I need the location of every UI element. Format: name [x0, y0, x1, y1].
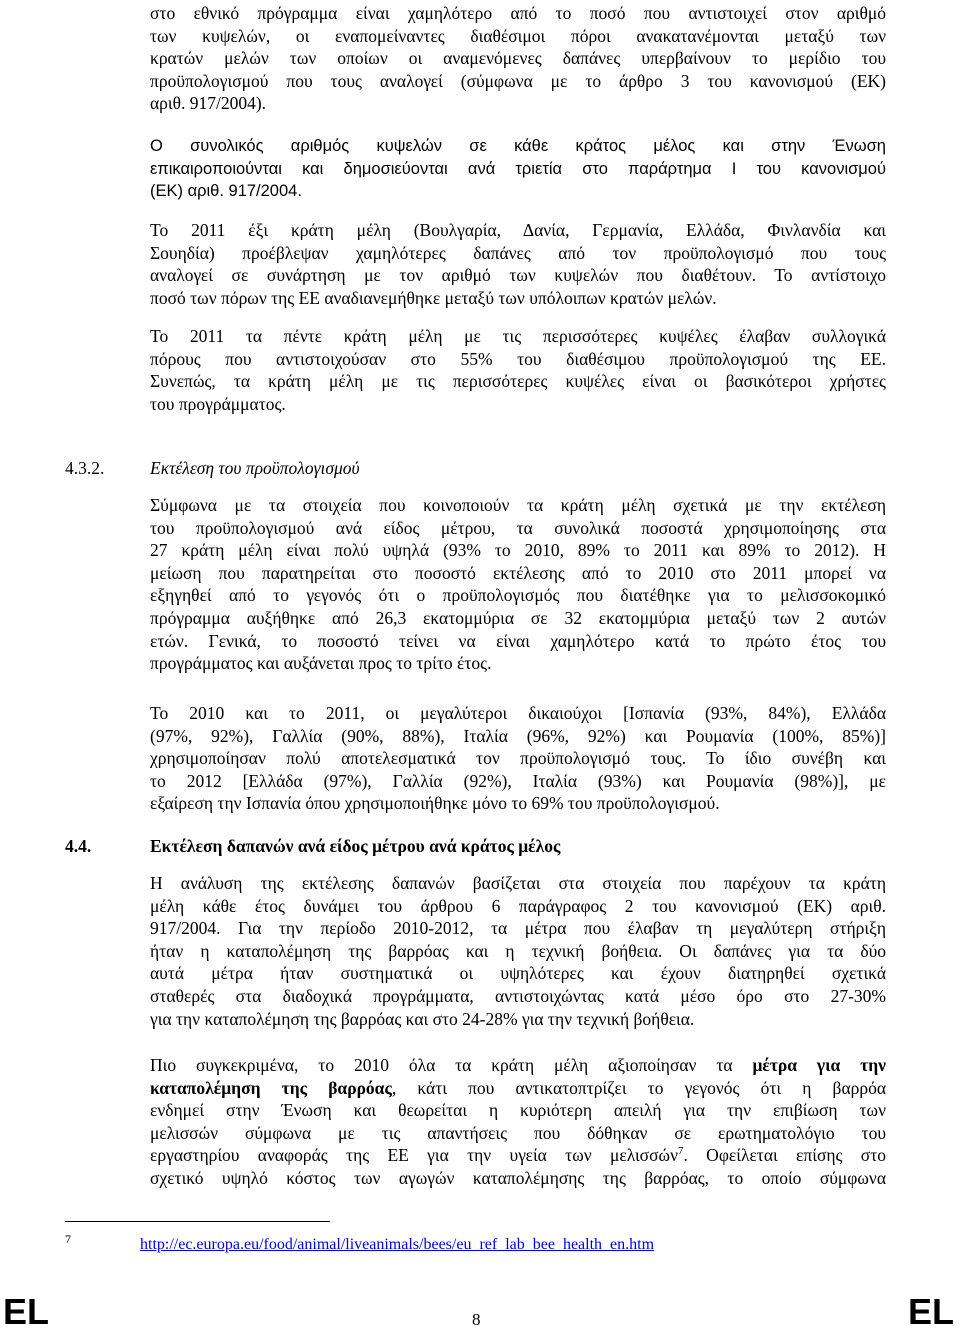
- paragraph-line: πρόγραμμα αυξήθηκε από 26,3 εκατομμύρια σε 32 εκατομμύρια μεταξύ των 2 αυτών: [150, 607, 886, 628]
- paragraph-line: [150, 1077, 886, 1100]
- paragraph-line: Σύμφωνα με τα στοιχεία που κοινοποιούν τα κράτη μέλη σχετικά με την εκτέλεση: [150, 495, 886, 515]
- bold-text: καταπολέμηση της βαρρόας: [150, 1077, 392, 1098]
- paragraph-line: εξηγηθεί από το γεγονός ότι ο προϋπολογισμός που διατέθηκε για το μελισσοκομικό: [150, 585, 886, 606]
- text-run: εργαστηρίου αναφοράς της ΕΕ για την υγεία των μελισσών: [150, 1145, 678, 1166]
- paragraph-line: το 2012 [Ελλάδα (97%), Γαλλία (92%), Ιταλία (93%) και Ρουμανία (98%)], με: [150, 770, 886, 791]
- paragraph-line: επικαιροποιούνται και δημοσιεύονται ανά τριετία στο παράρτημα Ι του κανονισμού: [150, 159, 886, 178]
- paragraph-line: 27 κράτη μέλη είναι πολύ υψηλά (93% το 2010, 89% το 2011 και 89% το 2012). Η: [150, 540, 886, 561]
- paragraph-line: εξαίρεση την Ισπανία όπου χρησιμοποιήθηκε μόνο το 69% του προϋπολογισμού.: [150, 793, 720, 814]
- footer-language-left: EL: [3, 1291, 50, 1332]
- paragraph-1: [150, 2, 886, 115]
- paragraph-line: στο εθνικό πρόγραμμα είναι χαμηλότερο από το ποσό που αντιστοιχεί στον αριθμό: [150, 3, 886, 23]
- paragraph-5: [150, 494, 886, 675]
- paragraph-line: προϋπολογισμού που τους αναλογεί (σύμφωνα με το άρθρο 3 του κανονισμού (ΕΚ): [150, 70, 886, 91]
- paragraph-line: μέλη κάθε έτος δυνάμει του άρθρου 6 παράγραφος 2 του κανονισμού (ΕΚ) αριθ.: [150, 895, 886, 916]
- paragraph-line: 917/2004. Για την περίοδο 2010-2012, τα μέτρα που έλαβαν τη μεγαλύτερη στήριξη: [150, 918, 886, 939]
- paragraph-line: αναλογεί σε συνάρτηση με τον αριθμό των κυψελών που διαθέτουν. Το αντίστοιχο: [150, 265, 886, 286]
- paragraph-line: ήταν η καταπολέμηση της βαρρόας και η τεχνική βοήθεια. Οι δαπάνες για τα δύο: [150, 940, 886, 961]
- paragraph-line: (ΕΚ) αριθ. 917/2004.: [150, 182, 302, 201]
- paragraph-3: [150, 219, 886, 309]
- bold-text: μέτρα για την: [752, 1055, 886, 1075]
- paragraph-line: ποσό των πόρων της ΕΕ αναδιανεμήθηκε μεταξύ των υπόλοιπων κρατών μελών.: [150, 287, 717, 308]
- section-heading: Εκτέλεση του προϋπολογισμού: [150, 458, 360, 478]
- paragraph-line: μελισσών σύμφωνα με τις απαντήσεις που δόθηκαν σε ερωτηματολόγιο του: [150, 1122, 886, 1143]
- footnote-number: 7: [65, 1232, 71, 1246]
- paragraph-line: κρατών μελών των οποίων οι αναμενόμενες δαπάνες υπερβαίνουν το μερίδιο του: [150, 48, 886, 69]
- paragraph-7: [150, 872, 886, 1030]
- paragraph-line: [150, 1054, 886, 1077]
- footnote-separator: [65, 1221, 330, 1222]
- paragraph-line: (97%, 92%), Γαλλία (90%, 88%), Ιταλία (96%, 92%) και Ρουμανία (100%, 85%)]: [150, 725, 886, 746]
- page-number: 8: [472, 1310, 481, 1329]
- footnote-reference[interactable]: 7: [677, 1145, 684, 1158]
- section-number: 4.4.: [65, 836, 92, 856]
- paragraph-6: [150, 702, 886, 815]
- paragraph-line: μείωση που παρατηρείται στο ποσοστό εκτέλεσης από το 2010 στο 2011 μπορεί να: [150, 562, 886, 583]
- paragraph-line: Σουηδία) προέβλεψαν χαμηλότερες δαπάνες από τον προϋπολογισμό που τους: [150, 242, 886, 263]
- paragraph-line: του προϋπολογισμού ανά είδος μέτρου, τα συνολικά ποσοστά χρησιμοποίησης στα: [150, 517, 886, 538]
- paragraph-line: Το 2010 και το 2011, οι μεγαλύτεροι δικαιούχοι [Ισπανία (93%, 84%), Ελλάδα: [150, 703, 886, 723]
- paragraph-line: πόρους που αντιστοιχούσαν στο 55% του διαθέσιμου προϋπολογισμού της ΕΕ.: [150, 348, 886, 369]
- paragraph-line: χρησιμοποίησαν πολύ αποτελεσματικά τον προϋπολογισμό τους. Το ίδιο συνέβη και: [150, 748, 886, 769]
- section-number: 4.3.2.: [65, 458, 105, 478]
- paragraph-line: [150, 1144, 886, 1167]
- paragraph-line: σταθερές στα διαδοχικά προγράμματα, αντιστοιχώντας κατά μέσο όρο στο 27-30%: [150, 985, 886, 1006]
- footer-language-right: EL: [907, 1291, 954, 1332]
- paragraph-line: αριθ. 917/2004).: [150, 93, 267, 114]
- footnote-link[interactable]: http://ec.europa.eu/food/animal/liveanimals/bees/eu_ref_lab_bee_health_en.htm: [140, 1236, 655, 1253]
- section-heading: Εκτέλεση δαπανών ανά είδος μέτρου ανά κράτος μέλος: [150, 836, 561, 856]
- paragraph-4: [150, 325, 886, 415]
- paragraph-8: [150, 1054, 886, 1190]
- paragraph-line: Η ανάλυση της εκτέλεσης δαπανών βασίζεται στα στοιχεία που παρέχουν τα κράτη: [150, 873, 886, 893]
- paragraph-2: [150, 135, 886, 203]
- text-run: Πιο συγκεκριμένα, το 2010 όλα τα κράτη μέλη αξιοποίησαν τα: [150, 1055, 753, 1075]
- paragraph-line: Ο συνολικός αριθμός κυψελών σε κάθε κράτος μέλος και στην Ένωση: [150, 137, 886, 155]
- paragraph-line: προγράμματος και αυξάνεται προς το τρίτο έτος.: [150, 653, 492, 674]
- text-run: . Οφείλεται επίσης στο: [683, 1145, 886, 1166]
- text-run: , κάτι που αντικατοπτρίζει το γεγονός ότι η βαρρόα: [391, 1077, 886, 1098]
- paragraph-line: του προγράμματος.: [150, 393, 286, 414]
- paragraph-line: ενδημεί στην Ένωση και θεωρείται η κυριότερη απειλή για την επιβίωση των: [150, 1100, 886, 1121]
- paragraph-line: σχετικό υψηλό κόστος των αγωγών καταπολέμησης της βαρρόας, το οποίο σύμφωνα: [150, 1167, 886, 1188]
- paragraph-line: Το 2011 τα πέντε κράτη μέλη με τις περισσότερες κυψέλες έλαβαν συλλογικά: [150, 326, 886, 346]
- paragraph-line: Συνεπώς, τα κράτη μέλη με τις περισσότερες κυψέλες είναι οι βασικότεροι χρήστες: [150, 371, 886, 392]
- paragraph-line: αυτά μέτρα ήταν συστηματικά οι υψηλότερες και έχουν διατηρηθεί σχετικά: [150, 963, 886, 984]
- paragraph-line: ετών. Γενικά, το ποσοστό τείνει να είναι χαμηλότερο κατά το πρώτο έτος του: [150, 630, 886, 651]
- paragraph-line: για την καταπολέμηση της βαρρόας και στο 24-28% για την τεχνική βοήθεια.: [150, 1008, 695, 1029]
- paragraph-line: Το 2011 έξι κράτη μέλη (Βουλγαρία, Δανία, Γερμανία, Ελλάδα, Φινλανδία και: [150, 220, 886, 240]
- paragraph-line: των κυψελών, οι εναπομείναντες διαθέσιμοι πόροι ανακατανέμονται μεταξύ των: [150, 25, 886, 46]
